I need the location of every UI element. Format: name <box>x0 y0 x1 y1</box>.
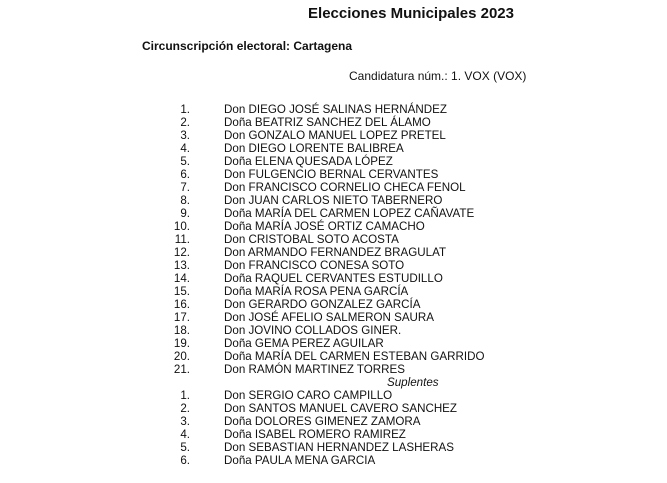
item-number: 3. <box>180 129 190 142</box>
item-number: 6. <box>180 168 190 181</box>
item-number: 10. <box>173 220 190 233</box>
list-item <box>0 285 667 298</box>
item-number: 7. <box>180 181 190 194</box>
item-number: 15. <box>173 285 190 298</box>
candidate-name: Don JOVINO COLLADOS GINER. <box>224 324 402 337</box>
list-item <box>0 207 667 220</box>
item-number: 14. <box>173 272 190 285</box>
titulares-list <box>0 103 667 376</box>
candidate-name: Don SEBASTIAN HERNANDEZ LASHERAS <box>224 441 455 454</box>
candidate-name: Don ARMANDO FERNANDEZ BRAGULAT <box>224 246 447 259</box>
candidate-name: Don RAMÓN MARTINEZ TORRES <box>224 363 406 376</box>
item-number: 6. <box>180 454 190 467</box>
item-number: 1. <box>180 389 190 402</box>
candidate-name: Don DIEGO LORENTE BALIBREA <box>224 142 404 155</box>
list-item <box>0 272 667 285</box>
candidate-name: Don GERARDO GONZALEZ GARCÍA <box>224 298 421 311</box>
item-number: 11. <box>174 233 190 246</box>
candidate-name: Doña ISABEL ROMERO RAMIREZ <box>224 428 406 441</box>
candidate-name: Doña MARÍA JOSÉ ORTIZ CAMACHO <box>224 220 425 233</box>
candidatura-label: Candidatura núm.: 1. VOX (VOX) <box>349 69 527 83</box>
item-number: 20. <box>173 350 190 363</box>
list-item <box>0 415 667 428</box>
suplentes-heading: Suplentes <box>387 376 439 389</box>
item-number: 21. <box>173 363 190 376</box>
list-item <box>0 324 667 337</box>
item-number: 18. <box>173 324 190 337</box>
item-number: 5. <box>180 155 190 168</box>
candidate-name: Don DIEGO JOSÉ SALINAS HERNÁNDEZ <box>224 103 447 116</box>
candidate-name: Don CRISTOBAL SOTO ACOSTA <box>224 233 399 246</box>
list-item <box>0 337 667 350</box>
candidate-name: Doña MARÍA DEL CARMEN LOPEZ CAÑAVATE <box>224 207 475 220</box>
candidate-name: Don FRANCISCO CONESA SOTO <box>224 259 405 272</box>
item-number: 2. <box>180 116 190 129</box>
list-item <box>0 441 667 454</box>
item-number: 16. <box>173 298 190 311</box>
list-item <box>0 298 667 311</box>
candidate-name: Don SERGIO CARO CAMPILLO <box>224 389 393 402</box>
list-item <box>0 311 667 324</box>
item-number: 2. <box>180 402 190 415</box>
list-item <box>0 155 667 168</box>
item-number: 5. <box>180 441 190 454</box>
list-item <box>0 194 667 207</box>
candidate-name: Doña MARÍA ROSA PENA GARCÍA <box>224 285 409 298</box>
candidate-name: Doña ELENA QUESADA LÓPEZ <box>224 155 393 168</box>
item-number: 8. <box>180 194 190 207</box>
item-number: 3. <box>180 415 190 428</box>
item-number: 19. <box>173 337 190 350</box>
candidate-name: Doña RAQUEL CERVANTES ESTUDILLO <box>224 272 443 285</box>
item-number: 17. <box>173 311 190 324</box>
suplentes-list <box>0 389 667 467</box>
candidate-list <box>0 103 667 467</box>
list-item <box>0 402 667 415</box>
list-item <box>0 233 667 246</box>
candidate-name: Doña PAULA MENA GARCIA <box>224 454 376 467</box>
list-item <box>0 220 667 233</box>
list-item <box>0 103 667 116</box>
list-item <box>0 454 667 467</box>
candidate-name: Doña BEATRIZ SANCHEZ DEL ÁLAMO <box>224 116 431 129</box>
list-item <box>0 246 667 259</box>
candidate-name: Don JUAN CARLOS NIETO TABERNERO <box>224 194 443 207</box>
list-item <box>0 428 667 441</box>
candidate-name: Doña DOLORES GIMENEZ ZAMORA <box>224 415 421 428</box>
item-number: 9. <box>180 207 190 220</box>
document-title: Elecciones Municipales 2023 <box>308 5 514 22</box>
item-number: 13. <box>173 259 190 272</box>
list-item <box>0 363 667 376</box>
list-item <box>0 389 667 402</box>
candidate-name: Don JOSÉ AFELIO SALMERON SAURA <box>224 311 435 324</box>
item-number: 4. <box>180 428 190 441</box>
list-item <box>0 350 667 363</box>
candidate-name: Doña GEMA PEREZ AGUILAR <box>224 337 384 350</box>
item-number: 1. <box>180 103 190 116</box>
item-number: 4. <box>180 142 190 155</box>
list-item <box>0 168 667 181</box>
list-item <box>0 181 667 194</box>
list-item <box>0 142 667 155</box>
circunscripcion-label: Circunscripción electoral: Cartagena <box>142 39 353 53</box>
list-item <box>0 129 667 142</box>
item-number: 12. <box>173 246 190 259</box>
list-item <box>0 259 667 272</box>
candidate-name: Don SANTOS MANUEL CAVERO SANCHEZ <box>224 402 458 415</box>
candidate-name: Don GONZALO MANUEL LOPEZ PRETEL <box>224 129 446 142</box>
candidate-name: Doña MARÍA DEL CARMEN ESTEBAN GARRIDO <box>224 350 485 363</box>
candidate-name: Don FRANCISCO CORNELIO CHECA FENOL <box>224 181 466 194</box>
list-item <box>0 116 667 129</box>
candidate-name: Don FULGENCIO BERNAL CERVANTES <box>224 168 439 181</box>
